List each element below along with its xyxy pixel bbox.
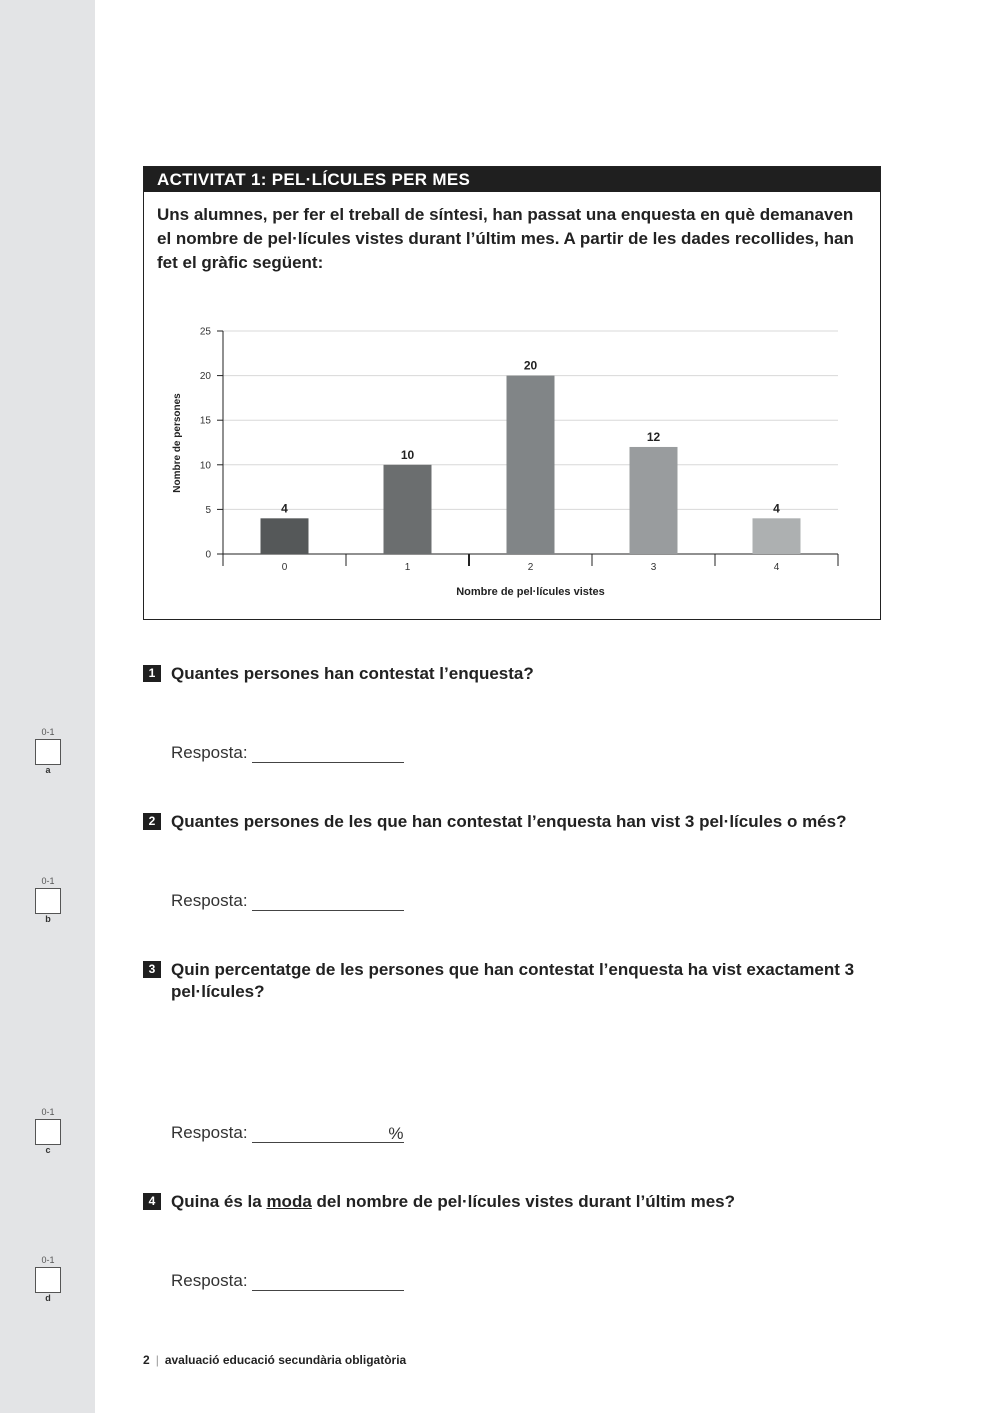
score-range: 0-1 (41, 1107, 55, 1117)
question-1 (143, 663, 883, 685)
question-3 (143, 959, 883, 1003)
score-range: 0-1 (41, 1255, 55, 1265)
y-tick-label: 5 (205, 504, 211, 516)
bar (384, 465, 432, 554)
question-text: Quantes persones de les que han contestat l’enquesta han vist 3 pel·lícules o més? (171, 812, 847, 831)
y-tick-label: 10 (199, 460, 211, 472)
bar-value-label: 4 (281, 501, 288, 516)
score-range: 0-1 (41, 727, 55, 737)
activity-intro: Uns alumnes, per fer el treball de síntesi, han passat una enquesta en què demanaven el nombre de pel·lícules vistes durant l’últim mes. A partir de les dades recollides, han fet el gràfic següent: (157, 205, 854, 272)
response-label: Resposta: (171, 891, 248, 910)
bar (630, 447, 678, 554)
response-label: Resposta: (171, 1271, 248, 1290)
page-footer (143, 1353, 406, 1367)
question-4 (143, 1191, 883, 1213)
score-range: 0-1 (41, 876, 55, 886)
response-2 (171, 891, 404, 911)
question-text: Quantes persones han contestat l’enquesta? (171, 664, 534, 683)
footer-text: avaluació educació secundària obligatòria (164, 1353, 407, 1367)
bar-value-label: 20 (523, 358, 538, 373)
response-input[interactable] (252, 744, 404, 763)
response-label: Resposta: (171, 743, 248, 762)
score-box-b[interactable] (35, 876, 61, 925)
question-number: 3 (143, 961, 161, 978)
question-text: Quin percentatge de les persones que han contestat l’enquesta ha vist exactament 3 pel·lícules? (171, 960, 855, 1001)
activity-title: ACTIVITAT 1: PEL·LÍCULES PER MES (144, 167, 880, 192)
question-number: 2 (143, 813, 161, 830)
question-number: 4 (143, 1193, 161, 1210)
x-tick-label: 0 (281, 562, 288, 573)
bar-value-label: 12 (646, 429, 661, 444)
bar-value-label: 10 (400, 447, 415, 462)
y-tick-label: 25 (199, 326, 211, 338)
left-margin-strip (0, 0, 95, 1413)
bar-chart (144, 167, 880, 619)
response-input[interactable] (252, 892, 404, 911)
score-checkbox[interactable] (35, 888, 61, 914)
score-checkbox[interactable] (35, 1267, 61, 1293)
question-text-after: del nombre de pel·lícules vistes durant l’últim mes? (311, 1192, 735, 1211)
footer-separator: | (155, 1353, 159, 1367)
score-letter: c (45, 1145, 51, 1155)
x-tick-label: 1 (404, 562, 411, 573)
score-letter: b (45, 914, 51, 924)
question-2 (143, 811, 883, 833)
bar (753, 518, 801, 554)
bar-value-label: 4 (773, 501, 780, 516)
score-letter: d (45, 1293, 51, 1303)
question-text (171, 1191, 883, 1213)
response-3 (171, 1123, 404, 1143)
response-4 (171, 1271, 404, 1291)
y-tick-label: 20 (199, 371, 211, 383)
question-text-before: Quina és la (171, 1192, 267, 1211)
y-tick-label: 0 (205, 549, 211, 561)
y-tick-label: 15 (199, 415, 211, 427)
score-letter: a (45, 765, 51, 775)
x-tick-label: 4 (773, 562, 780, 573)
question-number: 1 (143, 665, 161, 682)
page-number: 2 (143, 1353, 150, 1367)
response-input[interactable] (252, 1272, 404, 1291)
response-1 (171, 743, 404, 763)
y-axis-label: Nombre de persones (172, 393, 183, 493)
bar (507, 376, 555, 554)
x-axis-label: Nombre de pel·lícules vistes (456, 586, 605, 598)
activity-box (143, 166, 881, 620)
score-checkbox[interactable] (35, 739, 61, 765)
x-tick-label: 2 (527, 562, 534, 573)
x-tick-label: 3 (650, 562, 657, 573)
score-checkbox[interactable] (35, 1119, 61, 1145)
bar (261, 518, 309, 554)
score-box-a[interactable] (35, 727, 61, 776)
score-box-d[interactable] (35, 1255, 61, 1304)
score-box-c[interactable] (35, 1107, 61, 1156)
response-input[interactable] (252, 1124, 404, 1143)
response-label: Resposta: (171, 1123, 248, 1142)
question-text-underlined: moda (266, 1192, 312, 1211)
percent-sign: % (388, 1124, 404, 1143)
